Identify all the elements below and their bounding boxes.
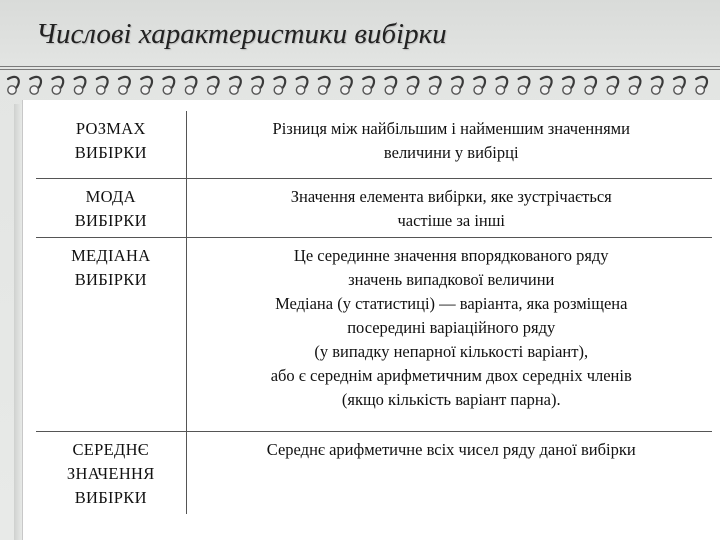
definition-cell <box>186 237 712 431</box>
slide-title: Числові характеристики вибірки <box>36 18 447 50</box>
term-cell <box>36 111 186 178</box>
term-line: ВИБІРКИ <box>74 210 147 230</box>
definition-line: (у випадку непарної кількості варіант), <box>314 341 589 361</box>
term-line: ВИБІРКИ <box>74 269 147 289</box>
table-row <box>36 178 712 237</box>
definition-line: Медіана (у статистиці) — варіанта, яка розміщена <box>275 293 628 313</box>
definition-cell <box>186 178 712 237</box>
definition-line: частіше за інші <box>397 210 506 230</box>
title-divider-top <box>0 66 720 67</box>
term-cell <box>36 237 186 431</box>
term-line: МОДА <box>85 186 136 206</box>
spiral-binding-icon <box>0 70 720 110</box>
table-row <box>36 111 712 178</box>
term-line: ВИБІРКИ <box>74 487 147 507</box>
characteristics-table <box>36 111 712 514</box>
definition-line: посередині варіаційного ряду <box>347 317 556 337</box>
definition-line: Різниця між найбільшим і найменшим значеннями <box>272 119 630 138</box>
definition-line: Це серединне значення впорядкованого ряду <box>293 245 609 265</box>
page-edge-shadow <box>14 104 22 540</box>
definition-cell <box>186 111 712 178</box>
definition-line: Середнє арифметичне всіх чисел ряду даної вибірки <box>266 439 636 459</box>
term-line: ЗНАЧЕННЯ <box>66 463 155 483</box>
definition-line: значень випадкової величини <box>348 269 555 289</box>
definition-line: величини у вибірці <box>383 143 519 162</box>
term-line: СЕРЕДНЄ <box>72 439 149 459</box>
definition-line: або є середнім арифметичним двох середніх членів <box>270 365 632 385</box>
term-line: РОЗМАХ <box>75 119 146 138</box>
term-cell <box>36 431 186 514</box>
table-row <box>36 431 712 514</box>
term-line: МЕДІАНА <box>71 245 151 265</box>
term-line: ВИБІРКИ <box>74 143 147 162</box>
term-cell <box>36 178 186 237</box>
definition-line: (якщо кількість варіант парна). <box>341 389 561 409</box>
table-row <box>36 237 712 431</box>
definition-line: Значення елемента вибірки, яке зустрічається <box>290 186 612 206</box>
definition-cell <box>186 431 712 514</box>
